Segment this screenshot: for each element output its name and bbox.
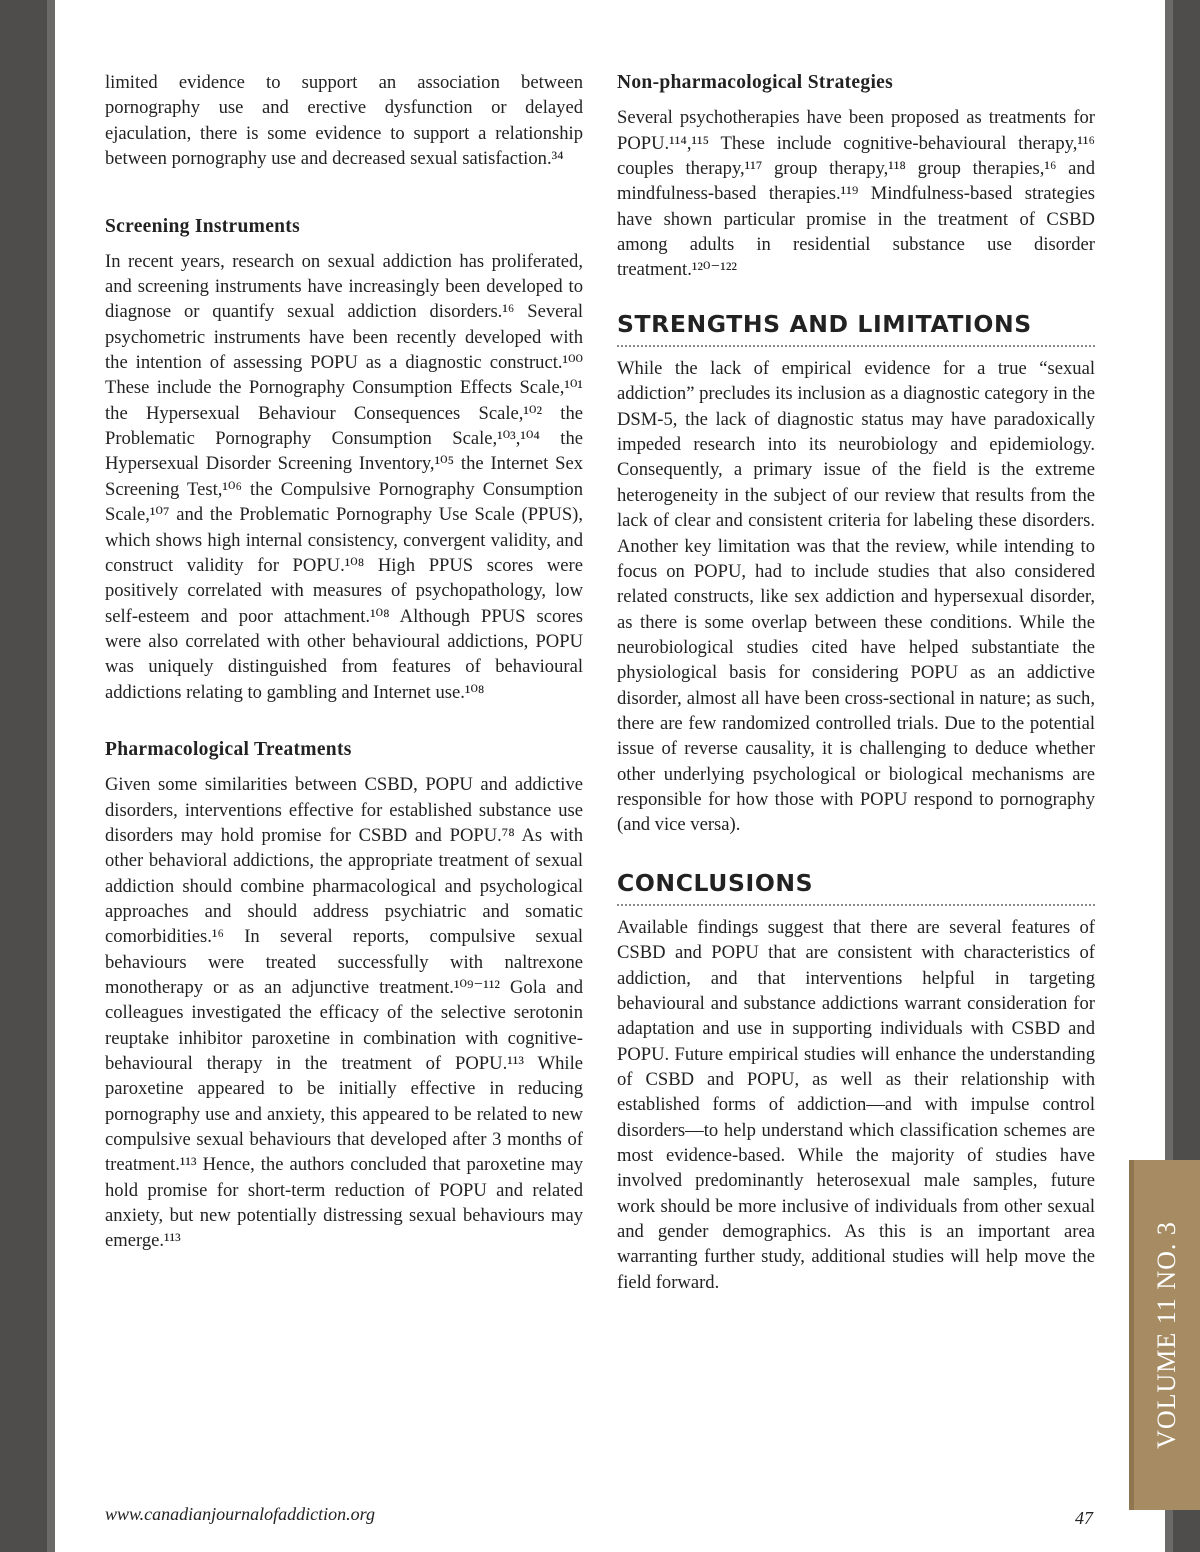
non-pharmacological-heading: Non-pharmacological Strategies (617, 72, 894, 93)
page-edge-left-shade (47, 0, 55, 1552)
intro-paragraph: limited evidence to support an association between pornography use and erective dysfunction or delayed ejaculation, there is some evidence to support a relationship between pornography use and decreased sexual satisfaction.³⁴ (105, 72, 583, 170)
page-number: 47 (1075, 1508, 1093, 1528)
strengths-limitations-paragraph: While the lack of empirical evidence for a true “sexual addiction” precludes its inclusion as a diagnostic category in the DSM-5, the lack of diagnostic status may have paradoxically impeded research into its neurobiology and epidemiology. Consequently, a primary issue of the field is the extreme heterogeneity in the subject of our review that results from the lack of clear and consistent criteria for labeling these disorders. Another key limitation was that the review, while intending to focus on POPU, had to include studies that also considered related constructs, like sex addiction and hypersexual disorder, as there is some overlap between these conditions. While the neurobiological studies cited have helped substantiate the physiological basis for considering POPU as an addictive disorder, almost all have been cross-sectional in nature; as such, there are few randomized controlled trials. Due to the potential issue of reverse causality, it is challenging to deduce whether other underlying psychological or biological mechanisms are responsible for how those with POPU respond to pornography (and vice versa). (617, 358, 1095, 836)
right-column (617, 70, 1095, 1295)
journal-url[interactable]: www.canadianjournalofaddiction.org (105, 1504, 376, 1524)
conclusions-paragraph: Available findings suggest that there are several features of CSBD and POPU that are consistent with characteristics of addiction, and that interventions helpful in targeting behavioural and substance addictions warrant consideration for adaptation and use in supporting individuals with CSBD and POPU. Future empirical studies will enhance the understanding of CSBD and POPU, as well as their relationship with established forms of addiction—and with impulse control disorders—to help understand which classification schemes are most evidence-based. While the majority of studies have involved predominantly heterosexual male samples, future work should be more inclusive of individuals from other sexual and gender demographics. As this is an important area warranting further study, additional studies will help move the field forward. (617, 916, 1095, 1293)
screening-instruments-heading: Screening Instruments (105, 216, 300, 238)
volume-label: VOLUME 11 NO. 3 (1152, 1221, 1181, 1449)
screening-instruments-paragraph: In recent years, research on sexual addiction has proliferated, and screening instruments have increasingly been developed to diagnose or quantify sexual addiction disorders.¹⁶ Several psychometric instruments have been recently developed with the intention of assessing POPU as a diagnostic construct.¹⁰⁰ These include the Pornography Consumption Effects Scale,¹⁰¹ the Hypersexual Behaviour Consequences Scale,¹⁰² the Problematic Pornography Consumption Scale,¹⁰³,¹⁰⁴ the Hypersexual Disorder Screening Inventory,¹⁰⁵ the Internet Sex Screening Test,¹⁰⁶ the Compulsive Pornography Consumption Scale,¹⁰⁷ and the Problematic Pornography Use Scale (PPUS), which shows high internal consistency, convergent validity, and construct validity for POPU.¹⁰⁸ High PPUS scores were positively correlated with measures of psychopathology, low self-esteem and poor attachment.¹⁰⁸ Although PPUS scores were also correlated with other behavioural addictions, POPU was uniquely distinguished from features of behavioural addictions relating to gambling and Internet use.¹⁰⁸ (105, 250, 583, 703)
left-column (105, 70, 583, 1254)
strengths-limitations-heading: STRENGTHS AND LIMITATIONS (617, 312, 1095, 347)
pharmacological-treatments-paragraph: Given some similarities between CSBD, POPU and addictive disorders, interventions effective for established substance use disorders may hold promise for CSBD and POPU.⁷⁸ As with other behavioral addictions, the appropriate treatment of sexual addiction should combine pharmacological and psychological approaches and should address psychiatric and somatic comorbidities.¹⁶ In several reports, compulsive sexual behaviours were treated successfully with naltrexone monotherapy or as an adjunctive treatment.¹⁰⁹⁻¹¹² Gola and colleagues investigated the efficacy of the selective serotonin reuptake inhibitor paroxetine in combination with cognitive-behavioural therapy in the treatment of POPU.¹¹³ While paroxetine appeared to be initially effective in reducing pornography use and anxiety, this appeared to be related to new compulsive sexual behaviours that developed after 3 months of treatment.¹¹³ Hence, the authors concluded that paroxetine may hold promise for short-term reduction of POPU and related anxiety, but new potentially distressing sexual behaviours may emerge.¹¹³ (105, 774, 583, 1252)
pharmacological-treatments-heading: Pharmacological Treatments (105, 738, 352, 760)
conclusions-heading: CONCLUSIONS (617, 871, 1095, 906)
volume-side-tab (1129, 1160, 1200, 1510)
non-pharmacological-paragraph: Several psychotherapies have been proposed as treatments for POPU.¹¹⁴,¹¹⁵ These include cognitive-behavioural therapy,¹¹⁶ couples therapy,¹¹⁷ group therapy,¹¹⁸ group therapies,¹⁶ and mindfulness-based therapies.¹¹⁹ Mindfulness-based strategies have shown particular promise in the treatment of CSBD among adults in residential substance use disorder treatment.¹²⁰⁻¹²² (617, 107, 1095, 281)
